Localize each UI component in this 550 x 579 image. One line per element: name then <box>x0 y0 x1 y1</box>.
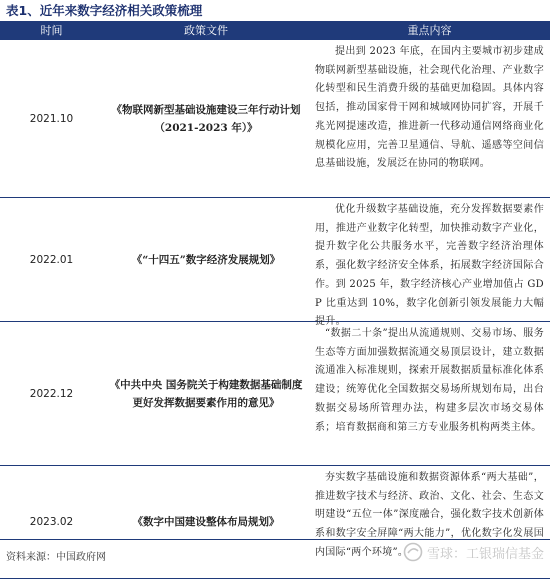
header-policy-doc: 政策文件 <box>184 24 228 37</box>
row-policy-doc: 《数字中国建设整体布局规划》 <box>132 516 280 528</box>
row-policy-doc: 《“十四五”数字经济发展规划》 <box>131 253 281 266</box>
table-title: 表1、近年来数字经济相关政策梳理 <box>6 3 203 18</box>
watermark-text: 雪球：工银瑞信基金 <box>426 546 544 562</box>
snowball-logo-icon <box>403 542 423 562</box>
table-row <box>0 40 550 198</box>
row-key-content: 提出到 2023 年底，在国内主要城市初步建成物联网新型基础设施，社会现代化治理、产业数字化转型和民生消费升级的基础更加稳固。具体内容包括，推动国家骨干网和城域网协同扩容，开展千兆光网提速改造，推进新一代移动通信网络商业化规模化应用，完善卫星通信、导航、遥感等空间信息基础设施，发展泛在协同的物联网。 <box>315 46 544 170</box>
row-policy-doc: 《物联网新型基础设施建设三年行动计划（2021-2023 年）》 <box>111 103 301 134</box>
table-row <box>0 322 550 466</box>
policy-table <box>0 21 550 579</box>
row-key-content: 优化升级数字基础设施，充分发挥数据要素作用，推进产业数字化转型，加快推动数字产业化，提升数字化公共服务水平，完善数字经济治理体系，强化数字经济安全体系，拓展数字经济国际合作。到 2025 年，数字经济核心产业增加值占 GDP 比重达到 10%，数字化创新引领发展能力大幅提升。 <box>315 204 544 328</box>
watermark <box>403 540 544 564</box>
row-date: 2022.01 <box>29 253 74 266</box>
row-date: 2021.10 <box>29 112 74 125</box>
row-date: 2023.02 <box>29 516 74 528</box>
row-policy-doc: 《中共中央 国务院关于构建数据基础制度更好发挥数据要素作用的意见》 <box>109 378 303 409</box>
row-date: 2022.12 <box>29 387 74 400</box>
table-row <box>0 198 550 328</box>
header-key-content: 重点内容 <box>407 24 452 37</box>
table-header <box>0 21 550 40</box>
source-note: 资料来源：中国政府网 <box>6 552 106 563</box>
header-date: 时间 <box>40 24 63 37</box>
row-key-content: 夯实数字基础设施和数据资源体系“两大基础”，推进数字技术与经济、政治、文化、社会、生态文明建设“五位一体”深度融合，强化数字技术创新体系和数字安全屏障“两大能力”，优化数字化发展国内国际“两个环境”。 <box>315 472 544 558</box>
row-key-content: “数据二十条”提出从流通规则、交易市场、服务生态等方面加强数据流通交易顶层设计，建立数据流通准入标准规则，探索开展数据质量标准化体系建设；统筹优化全国数据交易场所规划布局，出台数据交易场所管理办法，构建多层次市场交易体系；培育数据商和第三方专业服务机构两类主体。 <box>315 328 544 433</box>
